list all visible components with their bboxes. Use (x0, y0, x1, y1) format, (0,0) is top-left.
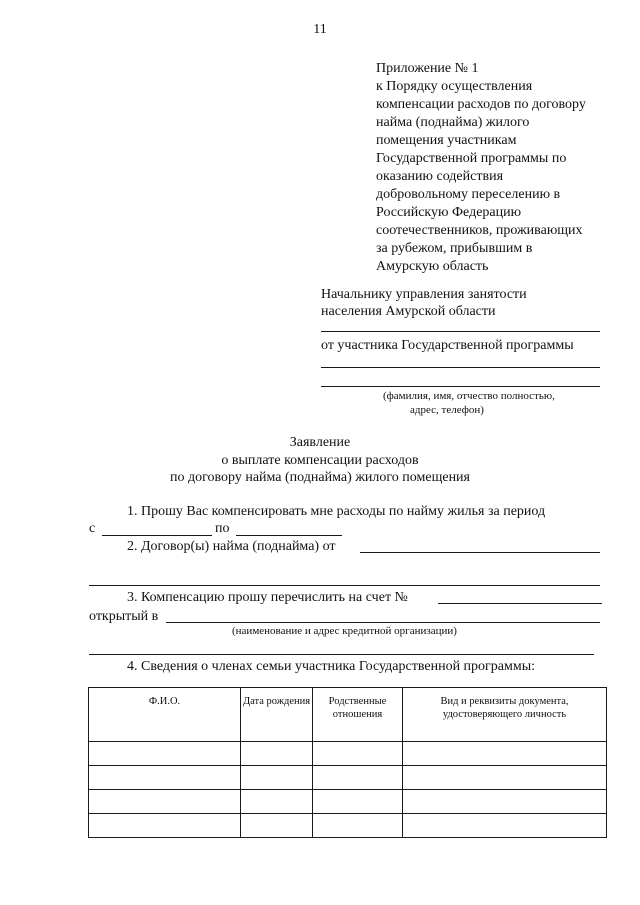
table-cell[interactable] (313, 766, 403, 790)
table-header-row (89, 688, 607, 742)
document-title: Заявление (289, 435, 351, 450)
period-from-label: с (89, 521, 96, 536)
period-to-label: по (215, 521, 230, 536)
applicant-hint-2: адрес, телефон) (410, 404, 484, 416)
annex-line: оказанию содействия (376, 169, 504, 184)
annex-line: компенсации расходов по договору (376, 97, 586, 112)
opened-in-label: открытый в (89, 609, 159, 624)
period-from-field[interactable] (102, 535, 212, 536)
contract-date-field[interactable] (360, 552, 600, 553)
annex-line: соотечественников, проживающих (376, 223, 583, 238)
annex-line: Российскую Федерацию (376, 205, 522, 220)
page-number: 11 (313, 22, 327, 37)
table-cell[interactable] (313, 814, 403, 838)
document-subtitle: по договору найма (поднайма) жилого помещения (170, 470, 470, 485)
annex-header (376, 60, 626, 276)
annex-line: Государственной программы по (376, 151, 567, 166)
addressee-fill-line[interactable] (321, 331, 600, 332)
column-header-id-document: Вид и реквизиты документа, удостоверяющего личность (403, 688, 607, 742)
table-cell[interactable] (89, 790, 241, 814)
table-cell[interactable] (241, 742, 313, 766)
annex-line: Приложение № 1 (376, 61, 479, 76)
table-cell[interactable] (89, 766, 241, 790)
table-row (89, 742, 607, 766)
column-header-relation: Родственные отношения (313, 688, 403, 742)
table-cell[interactable] (403, 766, 607, 790)
table-row (89, 766, 607, 790)
table-cell[interactable] (403, 742, 607, 766)
account-number-field[interactable] (438, 603, 602, 604)
table-cell[interactable] (241, 814, 313, 838)
family-members-table (88, 687, 607, 838)
bank-hint: (наименование и адрес кредитной организации) (232, 625, 457, 637)
item-1-text: 1. Прошу Вас компенсировать мне расходы по найму жилья за период (127, 504, 546, 519)
annex-line: за рубежом, прибывшим в (376, 241, 533, 256)
column-header-name: Ф.И.О. (89, 688, 241, 742)
item-2-text: 2. Договор(ы) найма (поднайма) от (127, 539, 336, 554)
table-cell[interactable] (403, 790, 607, 814)
table-cell[interactable] (89, 814, 241, 838)
table-cell[interactable] (89, 742, 241, 766)
table-cell[interactable] (241, 766, 313, 790)
from-participant-label: от участника Государственной программы (321, 338, 574, 353)
addressee-line-1: Начальнику управления занятости (321, 287, 527, 302)
addressee-line-2: населения Амурской области (321, 304, 496, 319)
document-subtitle: о выплате компенсации расходов (221, 453, 419, 468)
applicant-fill-line[interactable] (321, 367, 600, 368)
column-header-birth-date: Дата рождения (241, 688, 313, 742)
table-cell[interactable] (313, 790, 403, 814)
bank-fill-line[interactable] (89, 654, 594, 655)
annex-line: найма (поднайма) жилого (376, 115, 530, 130)
bank-name-field[interactable] (166, 622, 600, 623)
annex-line: помещения участникам (376, 133, 517, 148)
annex-line: добровольному переселению в (376, 187, 561, 202)
annex-line: Амурскую область (376, 259, 489, 274)
table-cell[interactable] (313, 742, 403, 766)
item-4-text: 4. Сведения о членах семьи участника Государственной программы: (127, 659, 536, 674)
table-cell[interactable] (403, 814, 607, 838)
contract-fill-line[interactable] (89, 585, 600, 586)
item-3-text: 3. Компенсацию прошу перечислить на счет № (127, 590, 408, 605)
table-row (89, 814, 607, 838)
period-to-field[interactable] (236, 535, 342, 536)
table-row (89, 790, 607, 814)
annex-line: к Порядку осуществления (376, 79, 533, 94)
table-cell[interactable] (241, 790, 313, 814)
applicant-hint-1: (фамилия, имя, отчество полностью, (383, 390, 555, 402)
applicant-fill-line[interactable] (321, 386, 600, 387)
